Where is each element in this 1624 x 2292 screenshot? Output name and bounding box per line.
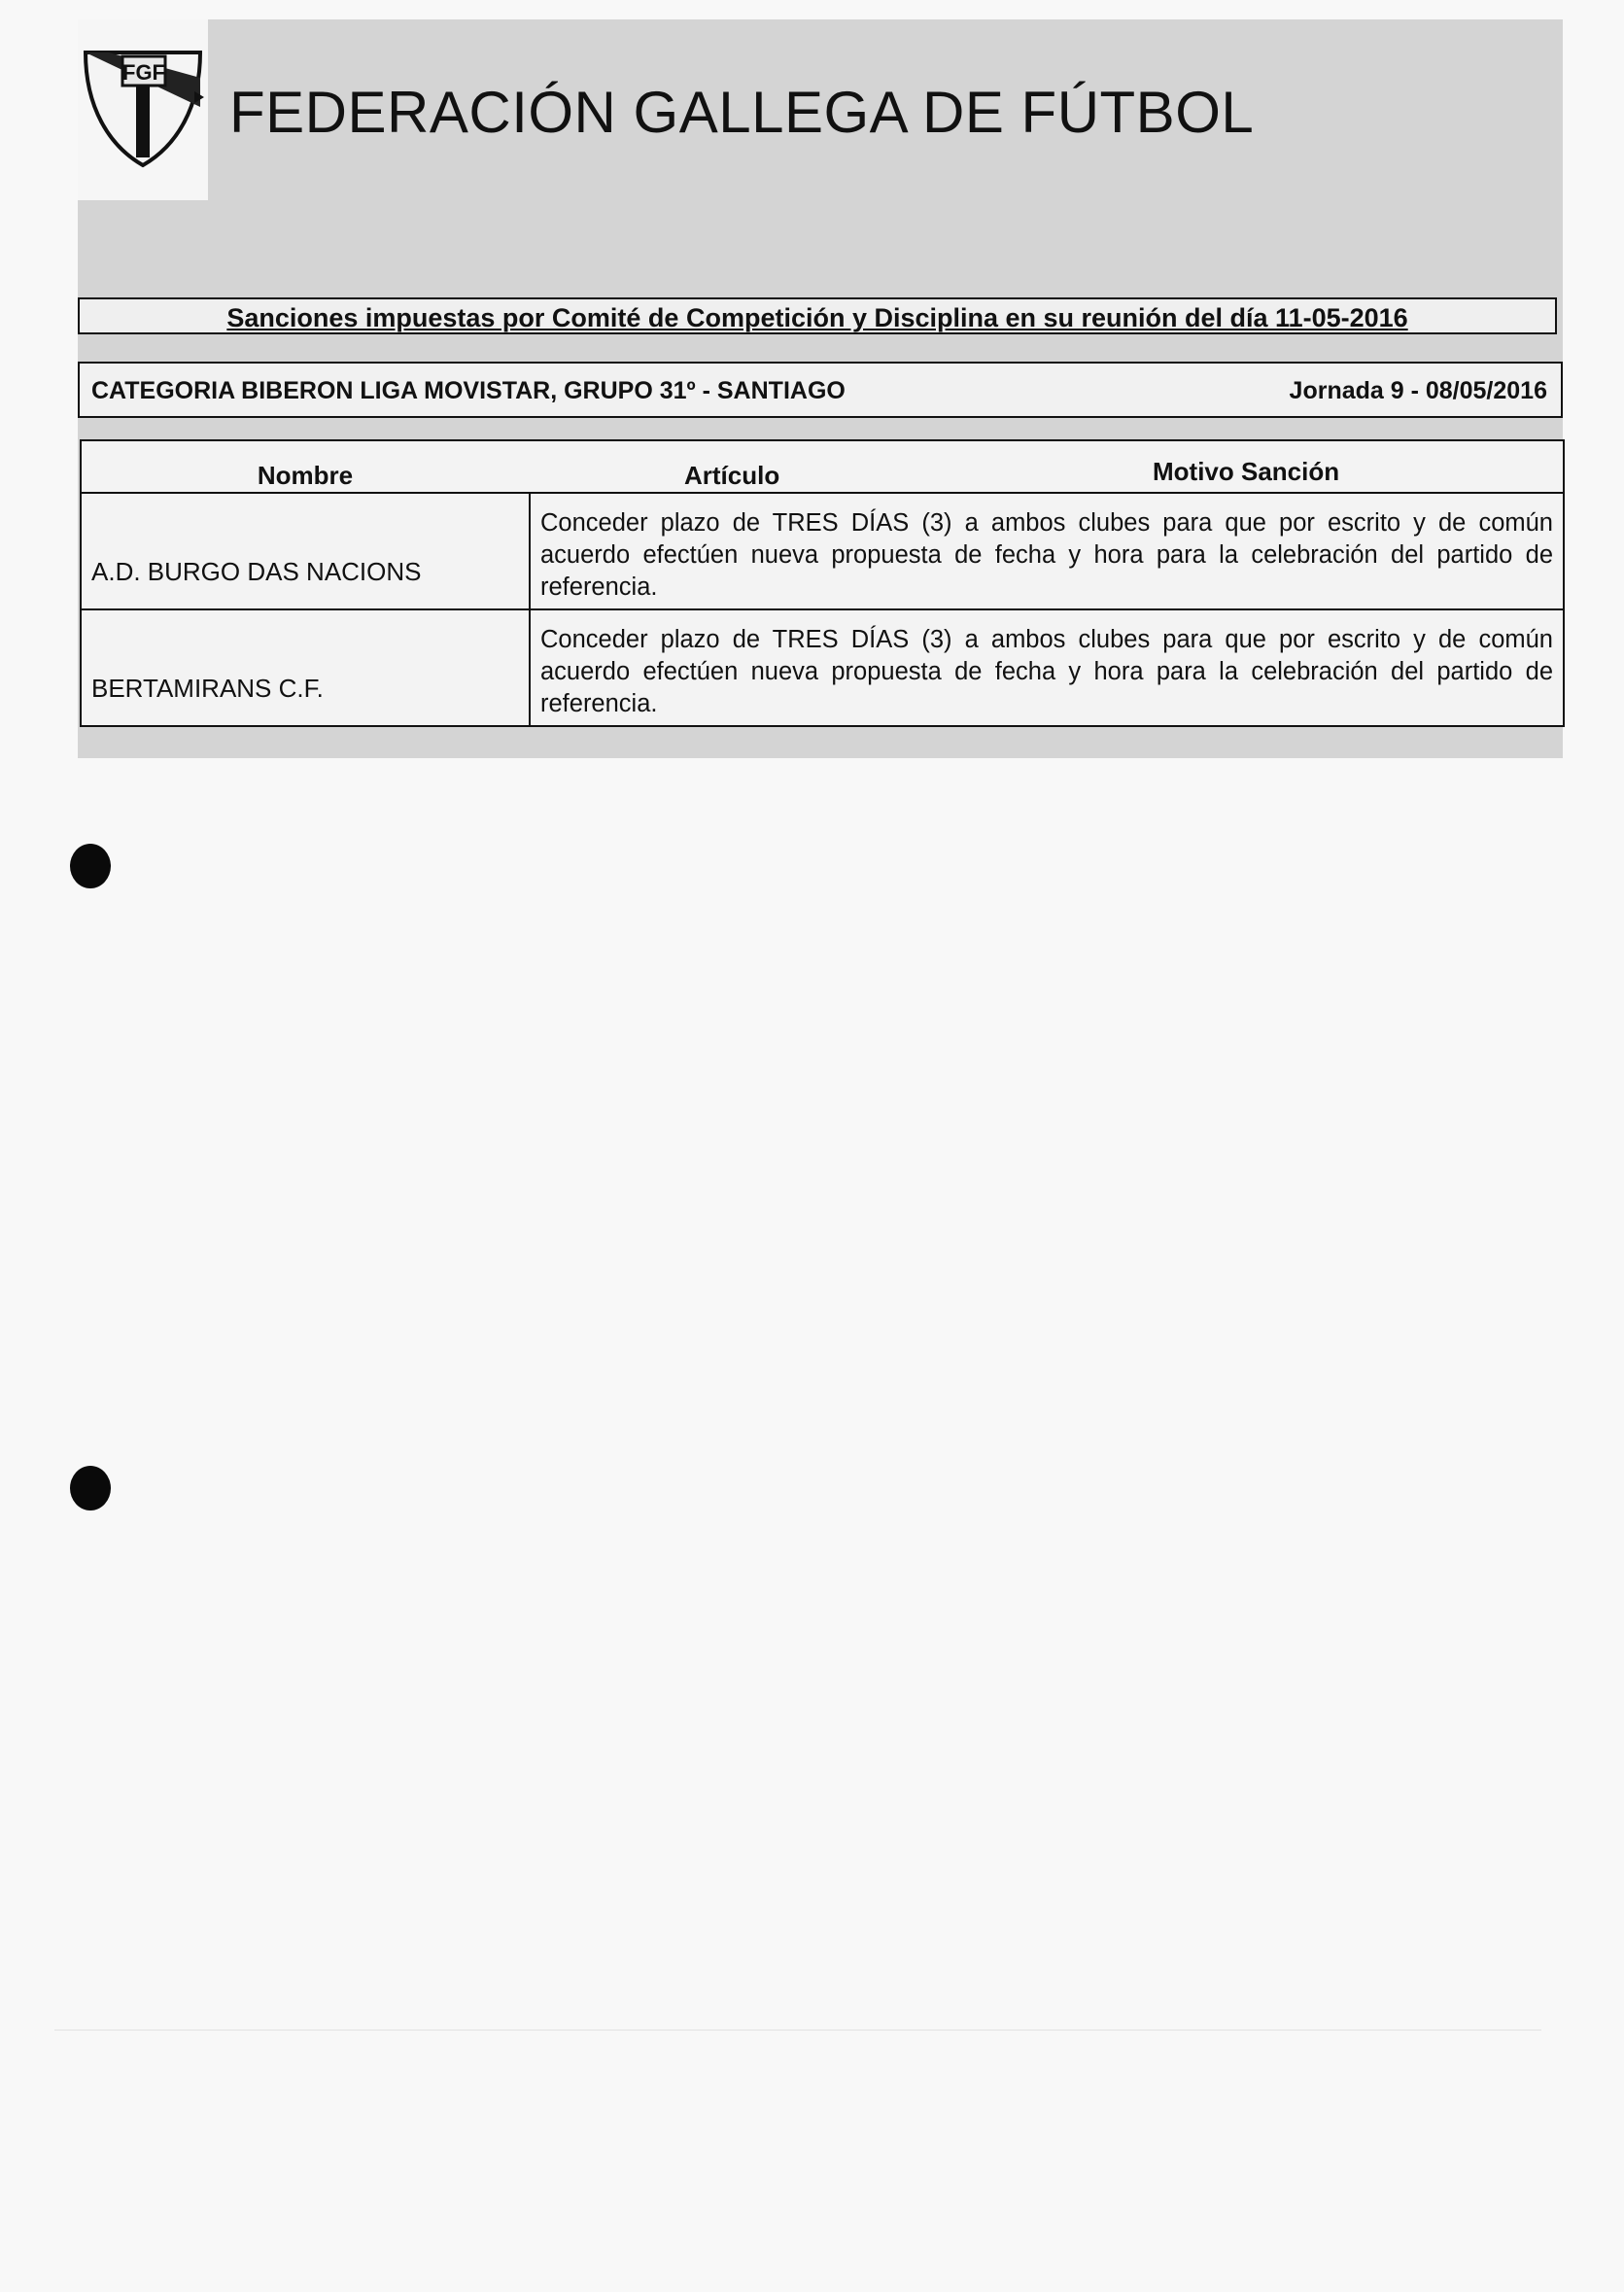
punch-hole <box>70 1466 111 1511</box>
table-row <box>82 494 1563 608</box>
sanction-motive-cell: Conceder plazo de TRES DÍAS (3) a ambos clubes para que por escrito y de común acuerdo efectúen nueva propuesta de fecha y hora para la celebración del partido de referencia. <box>540 626 1553 717</box>
club-name-cell: BERTAMIRANS C.F. <box>82 610 531 725</box>
table-row <box>82 608 1563 725</box>
sanctions-heading: Sanciones impuestas por Comité de Competición y Disciplina en su reunión del día 11-05-2016 <box>78 297 1557 334</box>
category-label: CATEGORIA BIBERON LIGA MOVISTAR, GRUPO 31º - SANTIAGO <box>91 377 846 404</box>
logo-lettering: FGF <box>122 60 165 85</box>
punch-hole <box>70 844 111 888</box>
sanction-motive-cell: Conceder plazo de TRES DÍAS (3) a ambos clubes para que por escrito y de común acuerdo efectúen nueva propuesta de fecha y hora para la celebración del partido de referencia. <box>540 509 1553 601</box>
organization-title: FEDERACIÓN GALLEGA DE FÚTBOL <box>229 80 1255 145</box>
column-header-articulo: Artículo <box>684 461 780 490</box>
matchday-label: Jornada 9 - 08/05/2016 <box>1289 377 1547 404</box>
sanctions-table <box>80 439 1565 727</box>
club-name-cell: A.D. BURGO DAS NACIONS <box>82 494 531 608</box>
column-header-motivo: Motivo Sanción <box>1153 457 1340 486</box>
column-header-nombre: Nombre <box>257 461 354 490</box>
fgf-shield-logo-icon <box>80 49 206 169</box>
table-header <box>82 441 1563 494</box>
category-bar <box>78 362 1563 418</box>
scan-artifact-line <box>54 2030 1541 2031</box>
